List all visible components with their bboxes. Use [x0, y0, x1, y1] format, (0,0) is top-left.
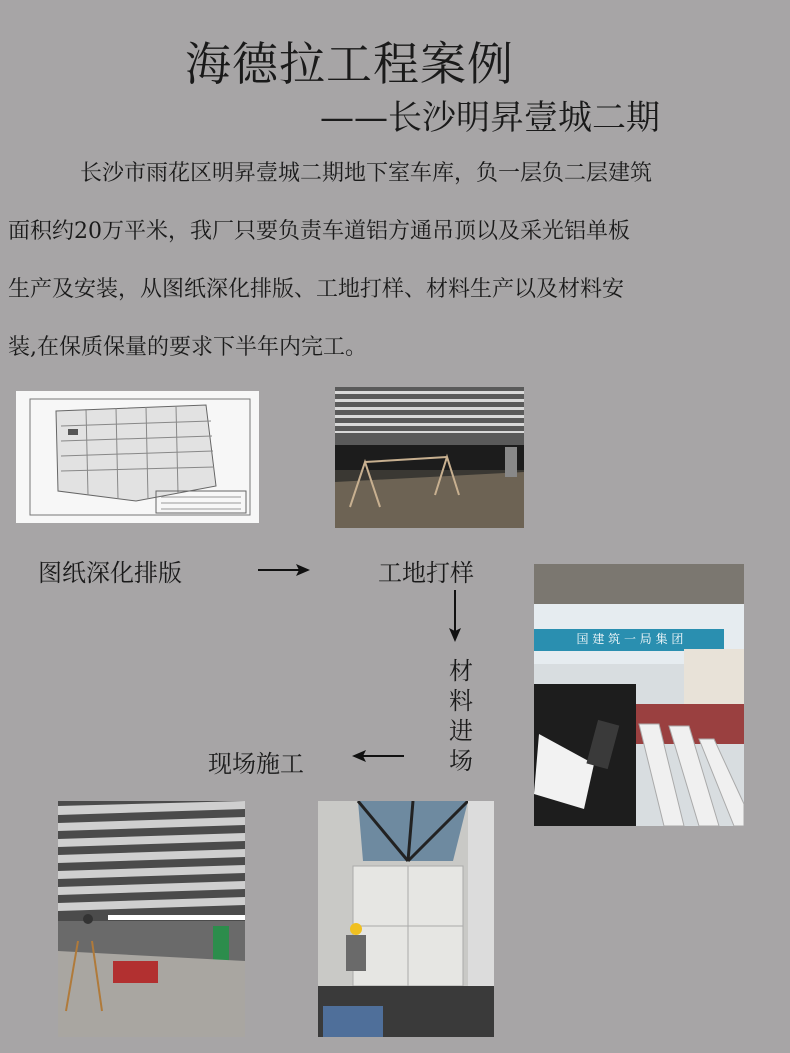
description-line-1: 长沙市雨花区明昇壹城二期地下室车库，负一层负二层建筑: [80, 161, 653, 186]
material-photo: [534, 564, 744, 826]
skylight-photo: [318, 801, 494, 1037]
step-sample-label: 工地打样: [378, 559, 474, 587]
step-material-char-3: 进: [449, 717, 473, 745]
step-material-char-4: 场: [449, 747, 473, 775]
site-sample-photo: [335, 387, 524, 528]
arrow-down-icon: [444, 588, 466, 644]
description-line-3: 生产及安装，从图纸深化排版、工地打样、材料生产以及材料安: [8, 277, 625, 302]
page-title: 海德拉工程案例: [185, 37, 514, 91]
ceiling-photo: [58, 801, 245, 1037]
drawing-photo: [16, 391, 259, 523]
step-drawing-label: 图纸深化排版: [38, 559, 182, 587]
step-material-label: [446, 656, 476, 776]
arrow-left-icon: [350, 746, 406, 766]
step-material-char-1: 材: [449, 657, 473, 685]
step-construction-label: 现场施工: [208, 750, 304, 778]
step-material-char-2: 料: [449, 687, 473, 715]
banner-text: 国 建 筑 一 局 集 团: [576, 632, 684, 646]
description-line-4: 装,在保质保量的要求下半年内完工。: [8, 335, 367, 360]
description-line-2: 面积约20万平米，我厂只要负责车道铝方通吊顶以及采光铝单板: [8, 219, 630, 244]
description: [8, 145, 790, 377]
arrow-right-icon: [256, 560, 312, 580]
page-subtitle: ——长沙明昇壹城二期: [320, 98, 660, 138]
